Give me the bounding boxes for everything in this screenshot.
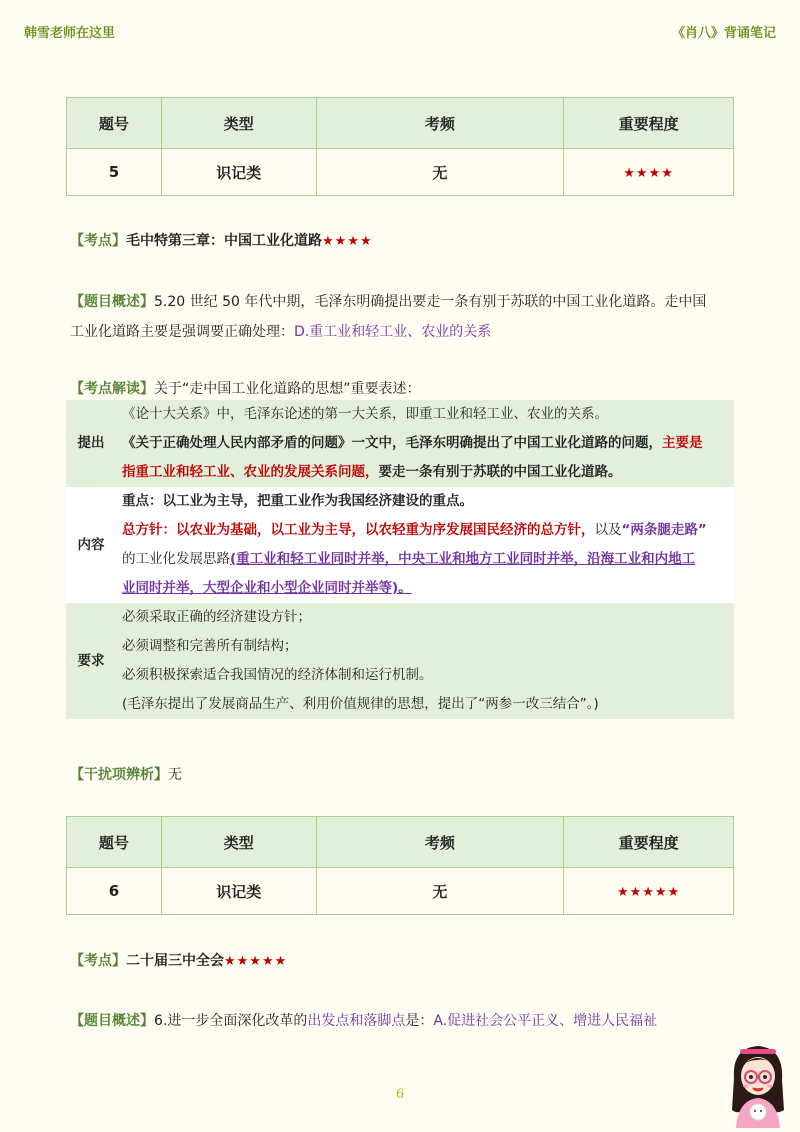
header-cell: 重要程度 (564, 817, 734, 868)
question-frequency: 无 (316, 149, 564, 196)
q6-meta-table (66, 816, 734, 915)
header-cell: 题号 (67, 98, 162, 149)
header-cell: 类型 (161, 98, 316, 149)
question-type: 识记类 (161, 868, 316, 915)
row-content-neirong: 重点：以工业为主导，把重工业作为我国经济建设的重点。 总方针：以农业为基础，以工业为主导，以农轻重为序发展国民经济的总方针，以及“两条腿走路” 的工业化发展思路(重工业和轻工业同时并举，中央工业和地方工业同时并举，沿海工业和内地工 业同时并举，大型企业和小型企业同时并举等)。 (116, 487, 734, 603)
q6-answer: A.促进社会公平正义、增进人民福祉 (433, 1013, 658, 1029)
q5-jiedu-title: 【考点解读】关于“走中国工业化道路的思想”重要表述： (70, 381, 421, 397)
question-number: 6 (67, 868, 162, 915)
header-cell: 考频 (316, 817, 564, 868)
header-cell: 考频 (316, 98, 564, 149)
q6-gaishu: 【题目概述】6.进一步全面深化改革的出发点和落脚点是：A.促进社会公平正义、增进人民福祉 (70, 1013, 658, 1029)
q5-kaodian: 【考点】毛中特第三章：中国工业化道路★★★★ (70, 233, 373, 249)
row-label-tichu: 提出 (66, 400, 116, 487)
importance-stars: ★★★★★ (564, 868, 734, 915)
row-content-tichu: 《论十大关系》中，毛泽东论述的第一大关系，即重工业和轻工业、农业的关系。 《关于正确处理人民内部矛盾的问题》一文中，毛泽东明确提出了中国工业化道路的问题，主要是 指重工业和轻工业、农业的发展关系问题，要走一条有别于苏联的中国工业化道路。 (116, 400, 734, 487)
page-number: 6 (395, 1087, 405, 1102)
q5-gaishu: 【题目概述】5.20 世纪 50 年代中期，毛泽东明确提出要走一条有别于苏联的中国工业化道路。走中国 工业化道路主要是强调要正确处理：D.重工业和轻工业、农业的关系 (70, 294, 707, 340)
importance-stars: ★★★★ (564, 149, 734, 196)
q5-meta-table (66, 97, 734, 196)
q5-detail-table (66, 400, 734, 719)
header-cell: 题号 (67, 817, 162, 868)
question-type: 识记类 (161, 149, 316, 196)
header-cell: 类型 (161, 817, 316, 868)
question-frequency: 无 (316, 868, 564, 915)
question-number: 5 (67, 149, 162, 196)
row-label-neirong: 内容 (66, 487, 116, 603)
teacher-avatar-illustration (724, 1040, 792, 1128)
header-cell: 重要程度 (564, 98, 734, 149)
row-label-yaoqiu: 要求 (66, 603, 116, 719)
q5-ganrao: 【干扰项辨析】无 (70, 767, 182, 783)
q5-answer: D.重工业和轻工业、农业的关系 (294, 324, 492, 340)
header-right: 《肖八》背诵笔记 (671, 26, 776, 41)
row-content-yaoqiu: 必须采取正确的经济建设方针； 必须调整和完善所有制结构； 必须积极探索适合我国情况的经济体制和运行机制。 (毛泽东提出了发展商品生产、利用价值规律的思想，提出了“两参一改三结合”。) (116, 603, 734, 719)
header-left: 韩雪老师在这里 (24, 26, 116, 41)
q6-kaodian: 【考点】二十届三中全会★★★★★ (70, 953, 288, 969)
